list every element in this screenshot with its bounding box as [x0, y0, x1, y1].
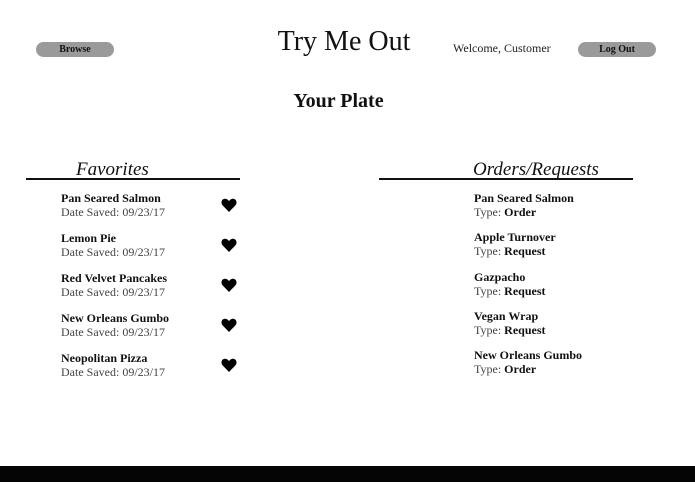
favorites-heading-label: Favorites [76, 159, 149, 180]
footer-bar [0, 466, 695, 482]
favorite-name: Pan Seared Salmon [61, 191, 161, 205]
page-title: Your Plate [293, 90, 384, 112]
favorites-list [61, 191, 241, 391]
app-title: Try Me Out [277, 26, 411, 57]
favorite-item[interactable] [61, 351, 241, 391]
favorite-date: Date Saved: 09/23/17 [61, 245, 165, 259]
favorites-heading [26, 158, 240, 180]
order-type: Type: Order [474, 362, 537, 377]
browse-button[interactable]: Browse [36, 42, 114, 57]
order-type: Type: Request [474, 244, 546, 259]
favorite-item[interactable] [61, 191, 241, 231]
favorite-date: Date Saved: 09/23/17 [61, 365, 165, 379]
order-item[interactable] [474, 191, 674, 230]
orders-heading-label: Orders/Requests [473, 159, 599, 180]
favorite-name: Lemon Pie [61, 231, 116, 245]
heart-icon[interactable] [221, 197, 237, 213]
heart-icon[interactable] [221, 277, 237, 293]
order-item[interactable] [474, 230, 674, 269]
order-item[interactable] [474, 348, 674, 387]
order-item[interactable] [474, 309, 674, 348]
logout-button[interactable]: Log Out [578, 42, 656, 57]
orders-list [474, 191, 674, 387]
order-type: Type: Order [474, 205, 537, 219]
heart-icon[interactable] [221, 357, 237, 373]
order-name: New Orleans Gumbo [474, 348, 582, 363]
heart-icon[interactable] [221, 237, 237, 253]
favorite-item[interactable] [61, 311, 241, 351]
favorite-date: Date Saved: 09/23/17 [61, 205, 165, 219]
order-type: Type: Request [474, 322, 546, 337]
favorite-date: Date Saved: 09/23/17 [61, 325, 165, 339]
favorite-name: New Orleans Gumbo [61, 311, 169, 325]
order-name: Vegan Wrap [474, 308, 539, 323]
favorite-item[interactable] [61, 271, 241, 311]
order-name: Gazpacho [474, 269, 526, 284]
favorite-name: Neopolitan Pizza [61, 351, 148, 365]
heart-icon[interactable] [221, 317, 237, 333]
order-item[interactable] [474, 270, 674, 309]
orders-heading [379, 158, 633, 180]
order-name: Apple Turnover [474, 230, 556, 245]
order-name: Pan Seared Salmon [474, 191, 574, 205]
favorite-name: Red Velvet Pancakes [61, 271, 167, 285]
favorite-date: Date Saved: 09/23/17 [61, 285, 165, 299]
welcome-text: Welcome, Customer [453, 41, 551, 55]
order-type: Type: Request [474, 283, 546, 298]
favorite-item[interactable] [61, 231, 241, 271]
